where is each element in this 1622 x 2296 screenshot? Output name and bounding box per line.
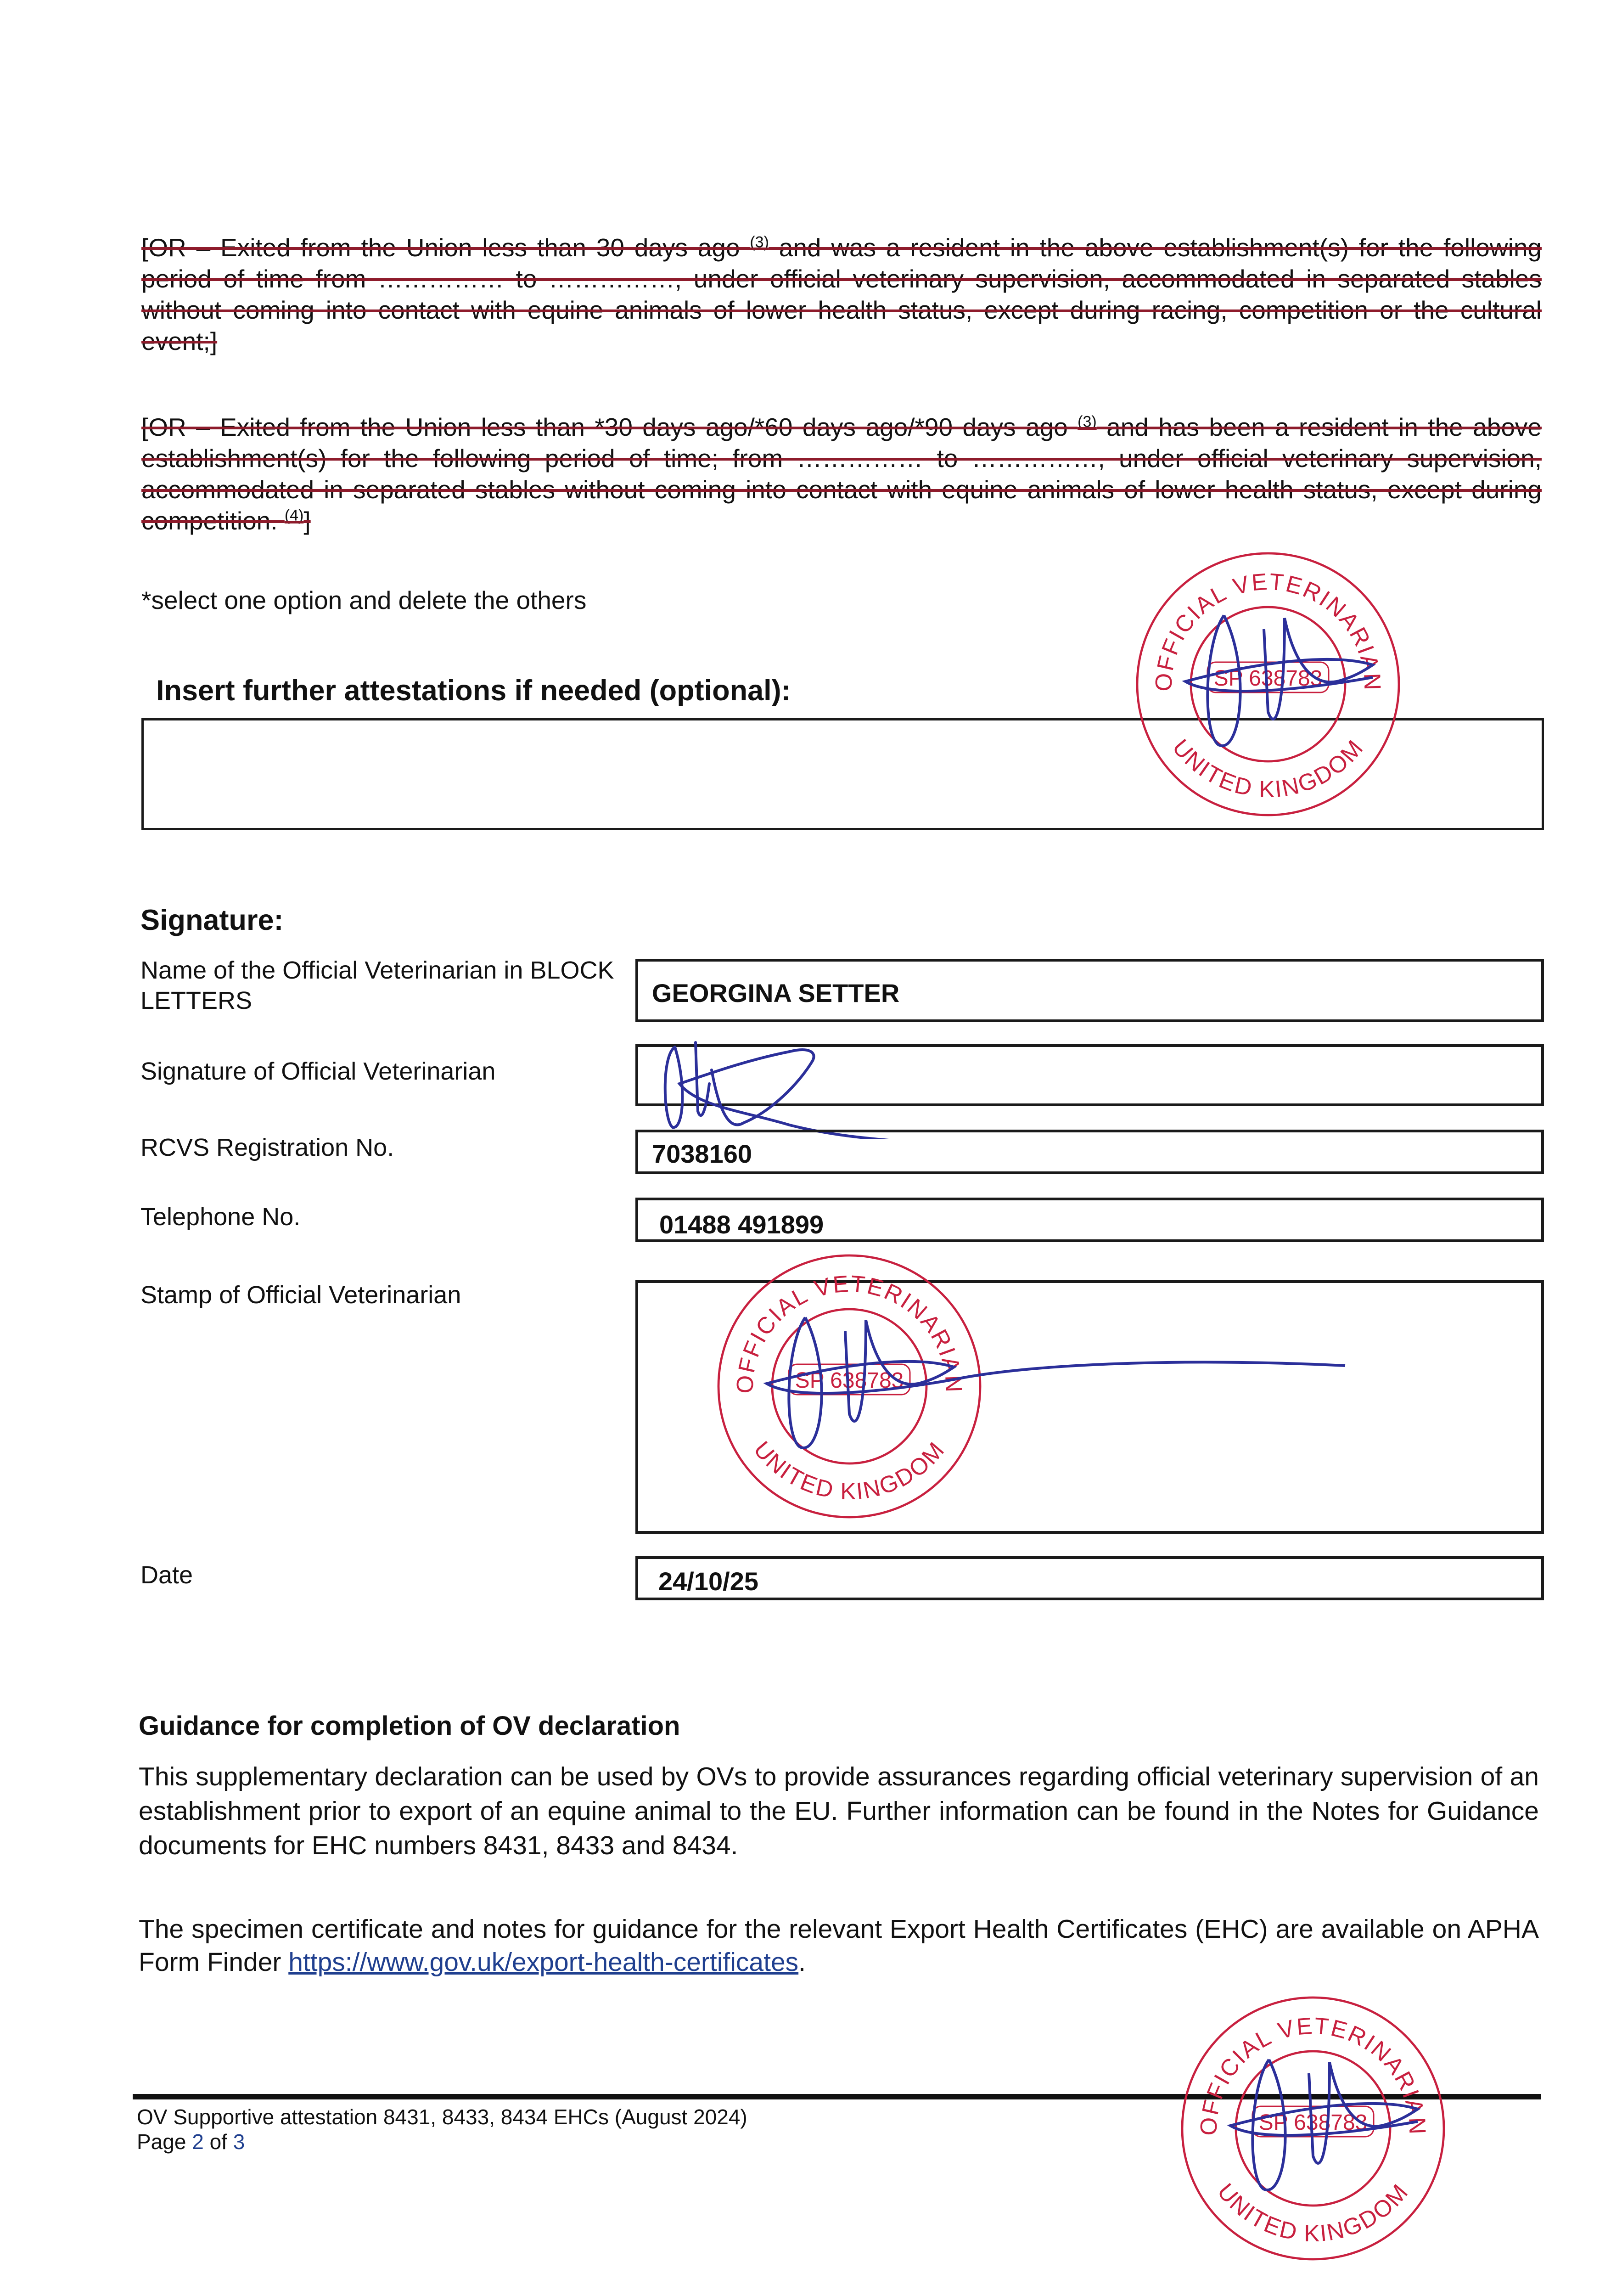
svg-text:UNITED KINGDOM xyxy=(1167,734,1369,802)
official-veterinarian-stamp xyxy=(1175,1991,1451,2266)
page-of: of xyxy=(203,2130,233,2154)
footer xyxy=(137,2105,747,2154)
option-a-text: [OR – Exited from the Union less than 30 days ago xyxy=(141,233,750,262)
rcvs-value: 7038160 xyxy=(652,1139,752,1168)
stamp-label: Stamp of Official Veterinarian xyxy=(140,1281,461,1309)
official-veterinarian-stamp xyxy=(1130,546,1406,822)
rcvs-label: RCVS Registration No. xyxy=(140,1134,394,1161)
telephone-field[interactable] xyxy=(635,1198,1544,1242)
svg-text:UNITED KINGDOM xyxy=(749,1436,950,1504)
guidance-paragraph-1: This supplementary declaration can be used by OVs to provide assurances regarding official veterinary supervision of an establishment prior to export of an equine animal to the EU. Further information can be found in the Notes for Guidance documents for EHC numbers 8431, 8433 and 8434. xyxy=(139,1762,1539,1860)
stamp-id-text: SP 638783 xyxy=(795,1368,904,1393)
export-health-certificates-link[interactable]: https://www.gov.uk/export-health-certificates xyxy=(288,1947,799,1977)
date-field[interactable] xyxy=(635,1556,1544,1600)
page-number xyxy=(137,2129,747,2154)
stamp-id-text: SP 638783 xyxy=(1258,2110,1368,2135)
stamp-top-text: OFFICIAL VETERINARIAN xyxy=(731,1270,967,1394)
attestation-option-b xyxy=(141,411,1542,536)
telephone-value: 01488 491899 xyxy=(659,1210,824,1239)
select-note: *select one option and delete the others xyxy=(141,586,587,614)
signature-label: Signature of Official Veterinarian xyxy=(140,1058,496,1085)
stamp-top-text: OFFICIAL VETERINARIAN xyxy=(1195,2012,1431,2136)
option-a-text-cont: and was a resident in the above establishment(s) for the following period of time from …………… to ……………, under official veterinary supervision, accommodated in separated stables without coming into contact with equine animals of lower health status, except during racing, competition or the cultural event;] xyxy=(141,233,1542,355)
date-value: 24/10/25 xyxy=(658,1567,758,1596)
signature-heading: Signature: xyxy=(140,904,284,936)
rcvs-field[interactable] xyxy=(635,1130,1544,1174)
option-b-text-cont: and has been a resident in the above establishment(s) for the following period of time; from …………… to ……………, under official veterinary supervision, accommodated in separated stables without coming into contact with equine animals of lower health status, except during competition. xyxy=(141,413,1542,535)
stamp-top-text: OFFICIAL VETERINARIAN xyxy=(1150,568,1386,692)
stamp-bottom-text: UNITED KINGDOM xyxy=(748,1436,950,1505)
telephone-label: Telephone No. xyxy=(140,1203,301,1231)
footnote-ref: (3) xyxy=(750,233,769,251)
guidance-text: The specimen certificate and notes for guidance for the relevant Export Health Certificates (EHC) are available on APHA Form Finder xyxy=(139,1914,1539,1977)
stamp-bottom-text: UNITED KINGDOM xyxy=(1167,734,1369,803)
name-label: Name of the Official Veterinarian in BLOCK LETTERS xyxy=(140,957,614,1014)
footnote-ref: (3) xyxy=(1078,413,1097,431)
official-veterinarian-stamp xyxy=(712,1249,987,1524)
guidance-period: . xyxy=(798,1947,806,1977)
option-b-text: [OR – Exited from the Union less than *30 days ago/*60 days ago/*90 days ago xyxy=(141,413,1078,441)
stamp-bottom-text: UNITED KINGDOM xyxy=(1212,2178,1414,2247)
page-total: 3 xyxy=(233,2130,245,2154)
stamp-id-text: SP 638783 xyxy=(1213,666,1323,691)
guidance-paragraph-2 xyxy=(139,1913,1539,1979)
page-current: 2 xyxy=(192,2130,204,2154)
option-b-text-end: ] xyxy=(303,506,311,535)
attestation-option-a xyxy=(141,232,1542,357)
guidance-heading: Guidance for completion of OV declaration xyxy=(139,1711,680,1741)
further-attestations-heading: Insert further attestations if needed (optional): xyxy=(156,675,791,707)
footer-doc-title: OV Supportive attestation 8431, 8433, 8434 EHCs (August 2024) xyxy=(137,2105,747,2129)
page-prefix: Page xyxy=(137,2130,192,2154)
svg-text:UNITED KINGDOM xyxy=(1212,2178,1414,2246)
date-label: Date xyxy=(140,1561,193,1589)
footnote-ref: (4) xyxy=(284,506,304,524)
handwritten-signature xyxy=(652,1029,1001,1139)
name-value: GEORGINA SETTER xyxy=(652,979,900,1007)
name-field[interactable] xyxy=(635,959,1544,1022)
